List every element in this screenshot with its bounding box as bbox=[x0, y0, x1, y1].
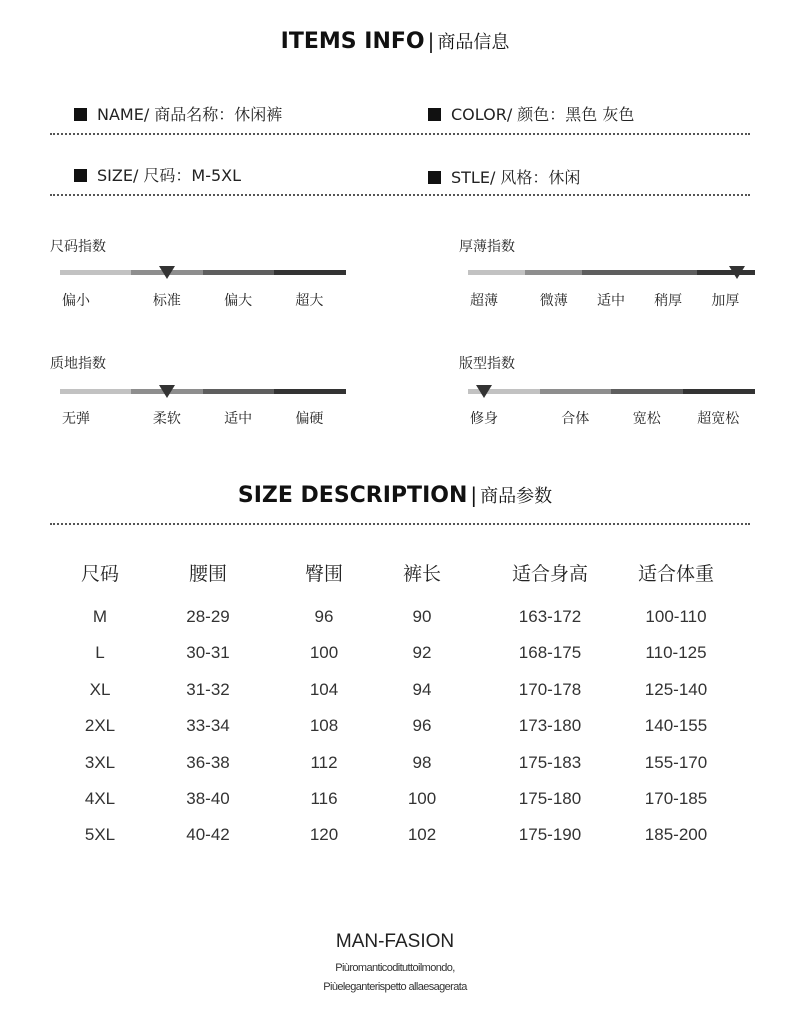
info-color-text: COLOR/ 颜色：黑色 灰色 bbox=[451, 105, 635, 124]
table-cell: 90 bbox=[412, 607, 432, 626]
square-bullet-icon bbox=[428, 108, 441, 121]
index-bar-segment bbox=[540, 389, 612, 394]
square-bullet-icon bbox=[428, 171, 441, 184]
table-cell: 120 bbox=[309, 825, 339, 845]
table-cell: 38-40 bbox=[186, 789, 230, 808]
table-header-cell: 腰围 bbox=[188, 563, 228, 585]
index-bar-segment bbox=[640, 270, 698, 275]
index-bar-segment bbox=[611, 389, 683, 394]
size-description-title bbox=[0, 482, 790, 508]
index-bar-segment bbox=[60, 270, 132, 275]
index-marker-icon bbox=[476, 385, 492, 398]
table-cell: 168-175 bbox=[518, 643, 582, 663]
index-level-label: 修身 bbox=[470, 411, 498, 427]
index-marker-icon bbox=[729, 266, 745, 279]
items-info-title bbox=[0, 28, 790, 54]
table-cell: 108 bbox=[309, 716, 339, 736]
table-cell: 102 bbox=[407, 825, 437, 845]
index-bar-segment bbox=[60, 389, 132, 394]
index-bar-segment bbox=[274, 389, 346, 394]
index-level-label: 标准 bbox=[152, 293, 181, 309]
dotted-divider bbox=[50, 133, 750, 135]
table-cell: 4XL bbox=[84, 789, 116, 808]
table-header-cell: 裤长 bbox=[402, 563, 442, 585]
table-cell: 92 bbox=[412, 643, 432, 663]
index-level-label: 偏大 bbox=[224, 293, 253, 309]
index-level-label: 柔软 bbox=[152, 411, 181, 427]
table-cell: 163-172 bbox=[518, 607, 582, 626]
index-level-label: 加厚 bbox=[711, 293, 740, 309]
table-cell: 104 bbox=[309, 679, 339, 699]
index-bar-segment bbox=[468, 270, 526, 275]
table-cell: 96 bbox=[314, 607, 334, 626]
table-cell: XL bbox=[89, 679, 111, 699]
index-bar-segment bbox=[274, 270, 346, 275]
index-marker-icon bbox=[159, 266, 175, 279]
dotted-divider bbox=[50, 194, 750, 196]
index-level-label: 适中 bbox=[597, 293, 625, 309]
table-cell: 140-155 bbox=[644, 716, 708, 736]
index-level-label: 适中 bbox=[224, 411, 253, 427]
info-size-text: SIZE/ 尺码：M-5XL bbox=[97, 166, 242, 185]
info-name bbox=[74, 102, 282, 125]
table-cell: 100 bbox=[309, 643, 339, 663]
index-level-label: 稍厚 bbox=[654, 293, 683, 309]
brand-name: MAN-FASION bbox=[335, 931, 455, 952]
index-level-label: 超宽松 bbox=[697, 411, 740, 427]
index-bar-segment bbox=[525, 270, 583, 275]
table-cell: 112 bbox=[310, 752, 338, 772]
table-cell: 40-42 bbox=[186, 825, 230, 845]
table-cell: 185-200 bbox=[644, 825, 708, 845]
table-cell: 2XL bbox=[84, 716, 116, 736]
table-cell: 175-183 bbox=[518, 752, 582, 772]
table-cell: 110-125 bbox=[645, 643, 707, 663]
table-header-cell: 适合体重 bbox=[637, 563, 715, 585]
index-level-label: 偏硬 bbox=[295, 411, 324, 427]
table-cell: 125-140 bbox=[644, 679, 708, 699]
index-title: 厚薄指数 bbox=[459, 239, 515, 255]
items-info-title-separator: | bbox=[427, 29, 435, 53]
index-level-label: 合体 bbox=[561, 411, 590, 427]
items-info-title-en: ITEMS INFO bbox=[280, 29, 425, 54]
index-level-label: 无弹 bbox=[62, 411, 90, 427]
index-bar-segment bbox=[582, 270, 640, 275]
brand-tagline-1: Piùromanticodituttoilmondo, bbox=[335, 962, 455, 974]
table-cell: 28-29 bbox=[186, 607, 230, 626]
table-header-cell: 适合身高 bbox=[511, 563, 589, 585]
table-cell: 170-185 bbox=[644, 789, 708, 808]
table-cell: 30-31 bbox=[186, 643, 230, 663]
info-color bbox=[428, 102, 634, 125]
index-level-label: 超薄 bbox=[470, 293, 498, 309]
table-cell: 155-170 bbox=[644, 752, 708, 772]
table-cell: 33-34 bbox=[186, 716, 230, 736]
table-cell: M bbox=[92, 607, 108, 626]
table-header-cell: 臀围 bbox=[304, 563, 344, 585]
table-cell: 36-38 bbox=[186, 752, 230, 772]
index-title: 版型指数 bbox=[459, 356, 515, 372]
table-cell: 170-178 bbox=[518, 679, 582, 699]
index-bar-segment bbox=[203, 389, 275, 394]
table-cell: 175-180 bbox=[518, 789, 582, 808]
index-title: 质地指数 bbox=[50, 356, 106, 372]
table-cell: 100 bbox=[407, 789, 437, 808]
table-cell: 3XL bbox=[84, 752, 116, 772]
index-bar-segment bbox=[683, 389, 755, 394]
index-level-label: 超大 bbox=[295, 293, 324, 309]
table-cell: L bbox=[95, 643, 105, 663]
table-cell: 116 bbox=[310, 789, 338, 808]
items-info-title-cn: 商品信息 bbox=[437, 32, 510, 53]
dotted-divider bbox=[50, 523, 750, 525]
table-cell: 31-32 bbox=[186, 679, 230, 699]
index-level-label: 微薄 bbox=[539, 293, 568, 309]
size-description-title-cn: 商品参数 bbox=[480, 486, 553, 507]
index-level-label: 偏小 bbox=[62, 293, 90, 309]
index-title: 尺码指数 bbox=[50, 239, 106, 255]
table-cell: 175-190 bbox=[518, 825, 582, 845]
info-size bbox=[74, 163, 241, 186]
index-bar-segment bbox=[697, 270, 755, 275]
table-cell: 173-180 bbox=[518, 716, 582, 736]
info-name-text: NAME/ 商品名称：休闲裤 bbox=[97, 105, 283, 124]
index-level-label: 宽松 bbox=[632, 411, 661, 427]
info-style bbox=[428, 165, 580, 188]
size-description-title-separator: | bbox=[470, 483, 478, 507]
index-marker-icon bbox=[159, 385, 175, 398]
size-description-title-en: SIZE DESCRIPTION bbox=[237, 483, 468, 508]
table-cell: 96 bbox=[412, 716, 432, 736]
info-style-text: STLE/ 风格：休闲 bbox=[451, 168, 581, 187]
table-cell: 94 bbox=[412, 679, 432, 699]
square-bullet-icon bbox=[74, 169, 87, 182]
table-cell: 98 bbox=[412, 752, 432, 772]
table-cell: 5XL bbox=[84, 825, 116, 845]
brand-tagline-2: Piùeleganterispetto allaesagerata bbox=[323, 981, 467, 993]
square-bullet-icon bbox=[74, 108, 87, 121]
table-header-cell: 尺码 bbox=[80, 563, 120, 585]
index-bar-segment bbox=[203, 270, 275, 275]
table-cell: 100-110 bbox=[645, 607, 707, 626]
